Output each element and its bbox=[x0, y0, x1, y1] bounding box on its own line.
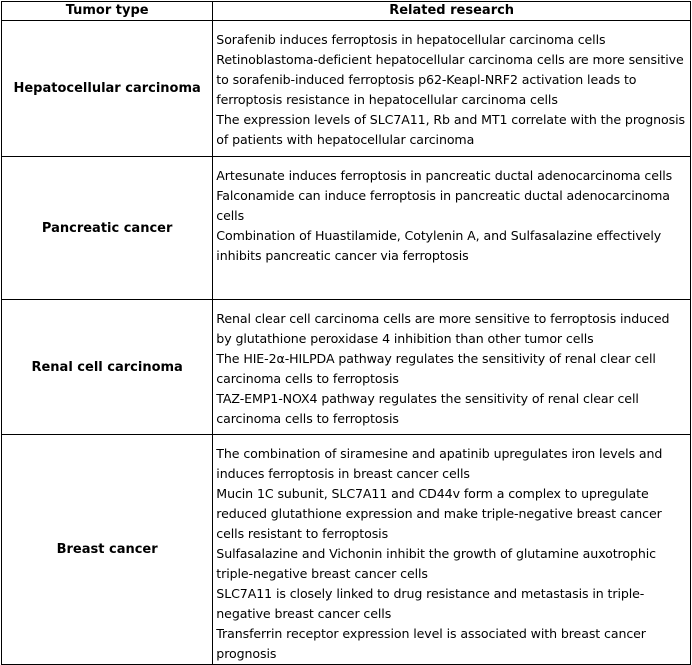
related-research-cell bbox=[213, 300, 691, 435]
tumor-type-cell: Breast cancer bbox=[2, 435, 213, 665]
research-finding: The expression levels of SLC7A11, Rb and MT1 correlate with the prognosis of patients with hepatocellular carcinoma bbox=[216, 112, 685, 147]
research-finding: The HIE-2α-HILPDA pathway regulates the sensitivity of renal clear cell carcinoma cells to ferroptosis bbox=[216, 351, 656, 386]
research-table bbox=[1, 1, 691, 665]
tumor-type-cell: Hepatocellular carcinoma bbox=[2, 21, 213, 157]
related-research-cell bbox=[213, 157, 691, 300]
research-finding: Falconamide can induce ferroptosis in pancreatic ductal adenocarcinoma cells bbox=[216, 188, 670, 223]
table-row bbox=[2, 21, 691, 157]
header-tumor-type: Tumor type bbox=[2, 2, 213, 21]
research-finding: Sulfasalazine and Vichonin inhibit the growth of glutamine auxotrophic triple-negative breast cancer cells bbox=[216, 546, 656, 581]
research-finding: TAZ-EMP1-NOX4 pathway regulates the sensitivity of renal clear cell carcinoma cells to ferroptosis bbox=[216, 391, 639, 426]
table-row bbox=[2, 300, 691, 435]
research-finding: SLC7A11 is closely linked to drug resistance and metastasis in triple-negative breast cancer cells bbox=[216, 586, 645, 621]
table-header-row bbox=[2, 2, 691, 21]
table-body bbox=[2, 21, 691, 665]
research-finding: Combination of Huastilamide, Cotylenin A, and Sulfasalazine effectively inhibits pancreatic cancer via ferroptosis bbox=[216, 228, 662, 263]
research-finding: Artesunate induces ferroptosis in pancreatic ductal adenocarcinoma cells bbox=[216, 168, 673, 183]
related-research-cell bbox=[213, 435, 691, 665]
research-finding: Renal clear cell carcinoma cells are more sensitive to ferroptosis induced by glutathione peroxidase 4 inhibition than other tumor cells bbox=[216, 311, 670, 346]
table-row bbox=[2, 157, 691, 300]
research-finding: Retinoblastoma-deficient hepatocellular carcinoma cells are more sensitive to sorafenib-induced ferroptosis p62-Keapl-NRF2 activation leads to ferroptosis resistance in hepatocellular carcinoma cells bbox=[216, 52, 684, 107]
related-research-cell bbox=[213, 21, 691, 157]
tumor-type-cell: Renal cell carcinoma bbox=[2, 300, 213, 435]
table-row bbox=[2, 435, 691, 665]
research-finding: Transferrin receptor expression level is associated with breast cancer prognosis bbox=[216, 626, 646, 661]
research-finding: Mucin 1C subunit, SLC7A11 and CD44v form a complex to upregulate reduced glutathione expression and make triple-negative breast cancer cells resistant to ferroptosis bbox=[216, 486, 662, 541]
header-related-research: Related research bbox=[213, 2, 691, 21]
tumor-type-cell: Pancreatic cancer bbox=[2, 157, 213, 300]
research-finding: The combination of siramesine and apatinib upregulates iron levels and induces ferroptosis in breast cancer cells bbox=[216, 446, 663, 481]
research-finding: Sorafenib induces ferroptosis in hepatocellular carcinoma cells bbox=[216, 32, 606, 47]
